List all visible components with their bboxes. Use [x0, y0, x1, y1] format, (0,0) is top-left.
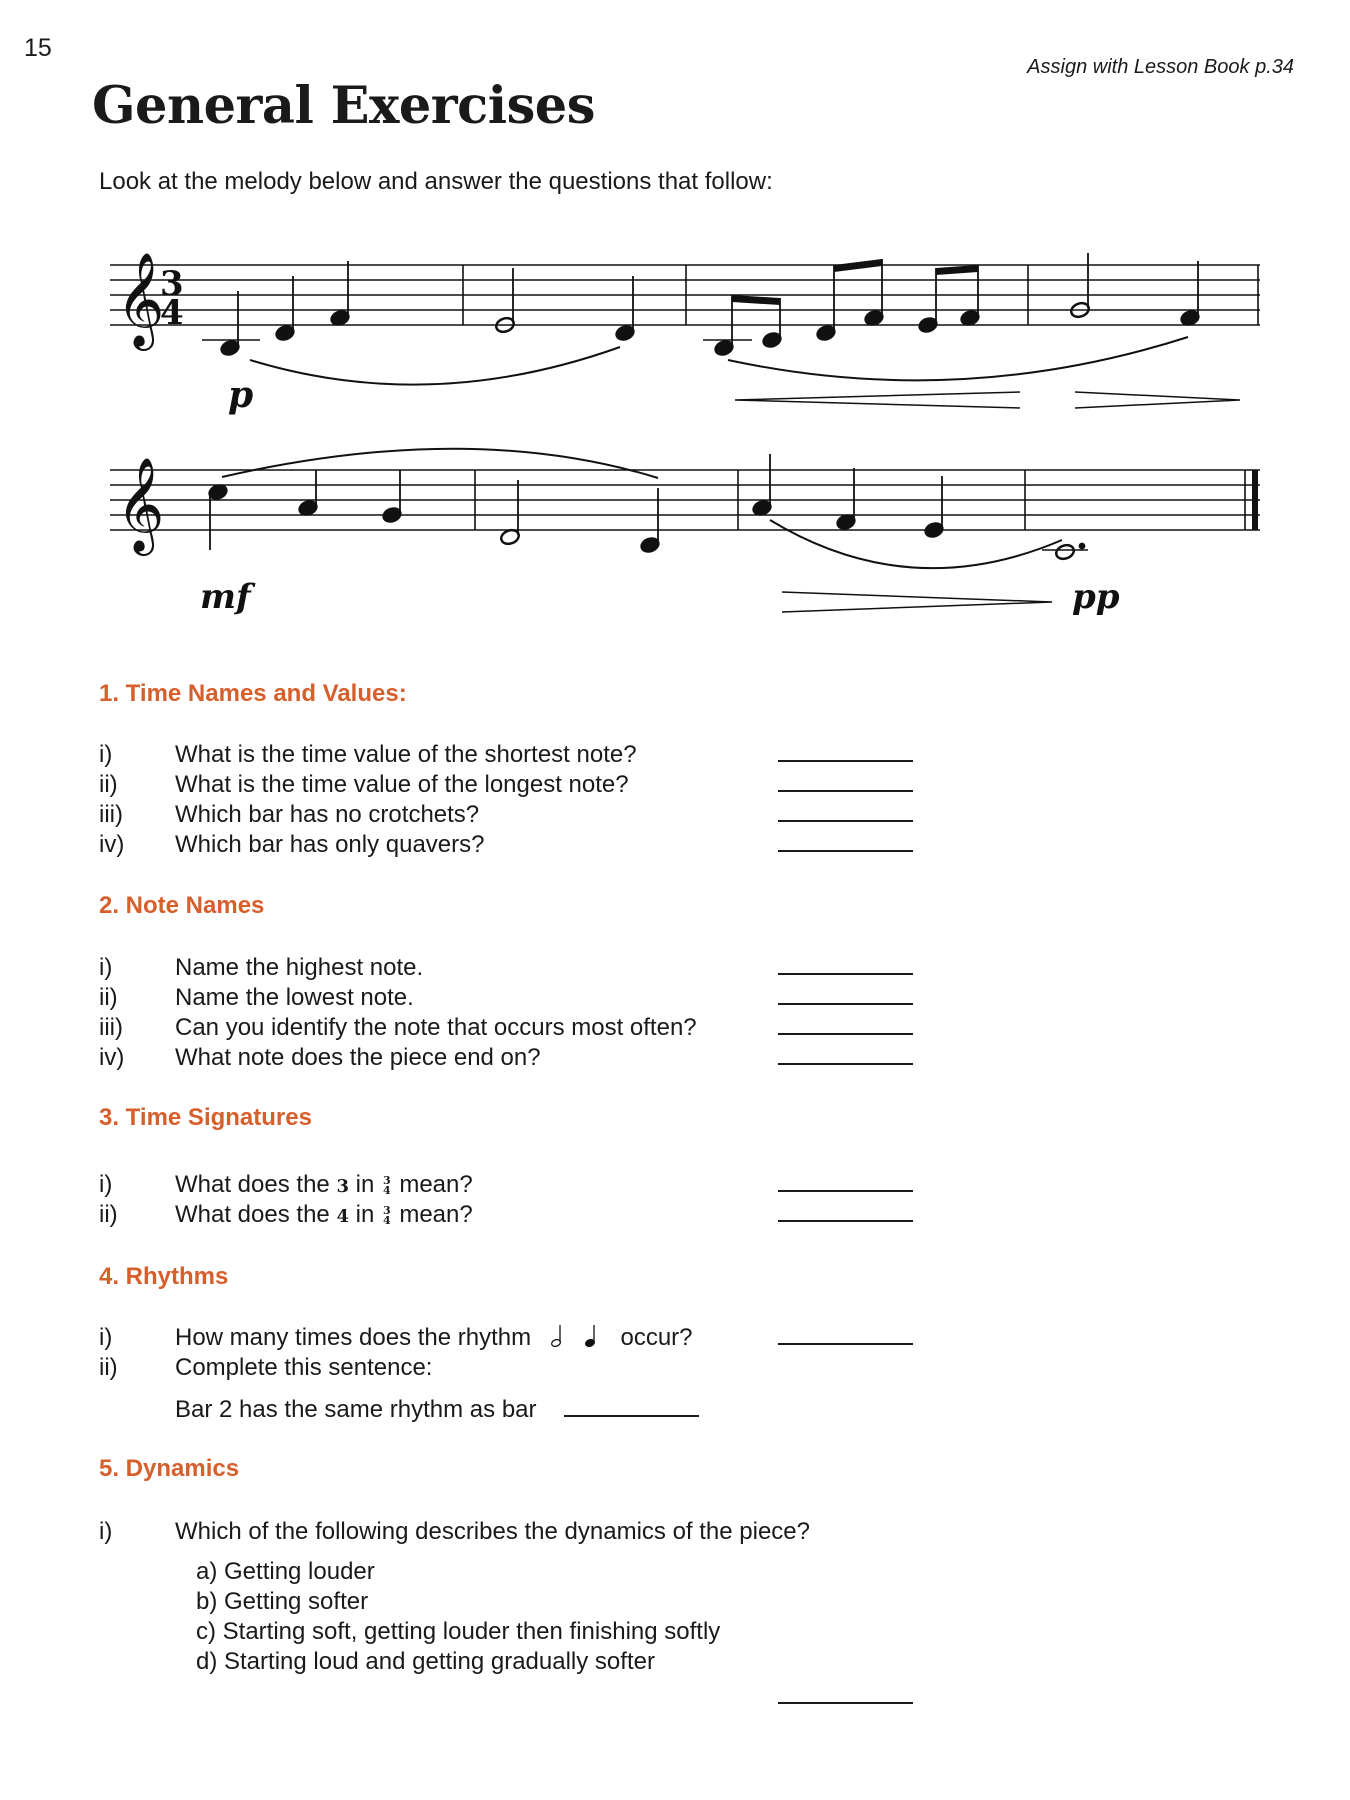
time-sig-bottom: 4 [160, 293, 184, 333]
answer-line[interactable] [778, 1220, 913, 1222]
dynamic-mf: mf [200, 577, 251, 617]
answer-line[interactable] [778, 1190, 913, 1192]
option-c: c) Starting soft, getting louder then finishing softly [196, 1618, 721, 1645]
question-2-ii: ii) Name the lowest note. [99, 984, 414, 1011]
time-sig-top: 3 [160, 264, 184, 304]
dynamic-pp: pp [1072, 577, 1120, 617]
section-3-heading: 3. Time Signatures [99, 1104, 312, 1131]
answer-line[interactable] [778, 1033, 913, 1035]
section-4-heading: 4. Rhythms [99, 1263, 229, 1290]
dynamic-p: p [228, 374, 254, 416]
answer-line[interactable] [564, 1415, 699, 1417]
question-4-ii: ii) Complete this sentence: [99, 1354, 433, 1381]
assign-note: Assign with Lesson Book p.34 [1027, 56, 1294, 78]
time-signature-icon: 3 4 [383, 1173, 391, 1197]
answer-line[interactable] [778, 973, 913, 975]
question-1-iv: iv) Which bar has only quavers? [99, 831, 485, 858]
rhythm-minim-crotchet-icon [544, 1323, 608, 1349]
section-2-heading: 2. Note Names [99, 892, 265, 919]
treble-clef-icon: 𝄞 [116, 457, 165, 552]
time-signature-icon: 3 4 [383, 1203, 391, 1227]
question-2-iii: iii) Can you identify the note that occurs most often? [99, 1014, 697, 1041]
answer-line[interactable] [778, 820, 913, 822]
staff-line-1 [110, 235, 1270, 435]
page-number: 15 [24, 34, 52, 62]
answer-line[interactable] [778, 1063, 913, 1065]
answer-line[interactable] [778, 1003, 913, 1005]
page-title: General Exercises [92, 76, 595, 136]
section-1-heading: 1. Time Names and Values: [99, 680, 407, 707]
answer-line[interactable] [778, 1343, 913, 1345]
question-2-i: i) Name the highest note. [99, 954, 424, 981]
question-1-ii: ii) What is the time value of the longest note? [99, 771, 629, 798]
question-3-ii: ii) What does the 4 in 3 4 mean? [99, 1201, 473, 1228]
question-1-i: i) What is the time value of the shortest note? [99, 741, 637, 768]
answer-line[interactable] [778, 760, 913, 762]
option-d: d) Starting loud and getting gradually softer [196, 1648, 655, 1675]
treble-clef-icon: 𝄞 [116, 252, 165, 347]
question-2-iv: iv) What note does the piece end on? [99, 1044, 541, 1071]
answer-line[interactable] [778, 1702, 913, 1704]
section-5-heading: 5. Dynamics [99, 1455, 240, 1482]
staff-line-2 [110, 440, 1270, 630]
question-4-i: i) How many times does the rhythm occur? [99, 1324, 693, 1351]
question-5-i: i) Which of the following describes the dynamics of the piece? [99, 1518, 811, 1545]
answer-line[interactable] [778, 790, 913, 792]
sentence-bar-2: Bar 2 has the same rhythm as bar [175, 1396, 537, 1423]
answer-line[interactable] [778, 850, 913, 852]
option-a: a) Getting louder [196, 1558, 375, 1585]
question-3-i: i) What does the 3 in 3 4 mean? [99, 1171, 473, 1198]
intro-text: Look at the melody below and answer the questions that follow: [99, 168, 773, 195]
option-b: b) Getting softer [196, 1588, 369, 1615]
question-1-iii: iii) Which bar has no crotchets? [99, 801, 480, 828]
